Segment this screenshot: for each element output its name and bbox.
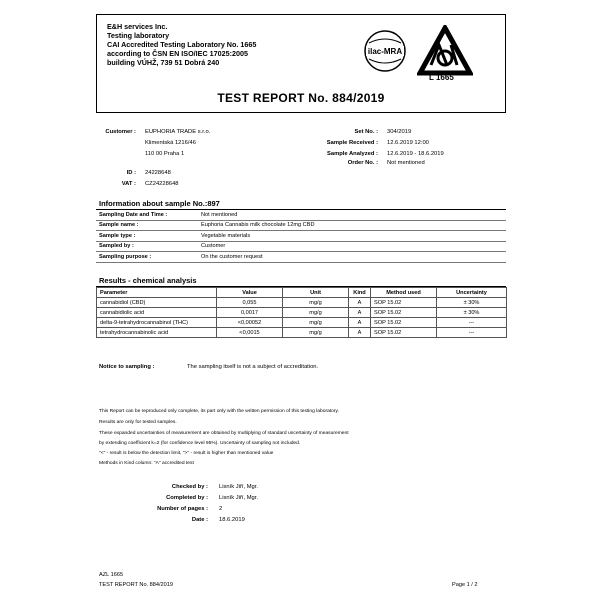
- customer-vat: CZ24228648: [145, 181, 179, 187]
- lab-type: Testing laboratory: [107, 31, 170, 40]
- note-line: Methods in Kind column: "A" accredited test: [99, 461, 194, 466]
- svg-text:ilac-MRA: ilac-MRA: [367, 47, 403, 56]
- completed-by-label: Completed by :: [166, 495, 208, 501]
- cai-accreditation-logo: [417, 25, 473, 77]
- ilac-mra-logo: [363, 29, 407, 73]
- results-cell-value: <0,0015: [217, 328, 283, 338]
- lab-accreditation: CAI Accredited Testing Laboratory No. 1665: [107, 40, 257, 49]
- lab-standard: according to ČSN EN ISO/IEC 17025:2005: [107, 49, 249, 58]
- note-line: These expanded uncertainties of measurement are obtained by multiplying of standard uncertainty of measurement: [99, 431, 349, 436]
- lab-name: E&H services Inc.: [107, 22, 168, 31]
- results-row: [97, 308, 507, 318]
- customer-id: 24228648: [145, 170, 171, 176]
- results-cell-unit: mg/g: [283, 298, 349, 308]
- sample-info-label: Sampled by :: [96, 241, 198, 252]
- sample-info-row: [96, 231, 506, 242]
- results-title: Results - chemical analysis: [99, 276, 197, 285]
- results-column-header: Uncertainty: [437, 288, 507, 298]
- sample-analyzed: 12.6.2019 - 18.6.2019: [387, 151, 444, 157]
- sample-info-label: Sample type :: [96, 231, 198, 242]
- report-title: TEST REPORT No. 884/2019: [217, 91, 385, 105]
- results-cell-kind: A: [349, 328, 371, 338]
- sample-info-label: Sample name :: [96, 220, 198, 231]
- results-row: [97, 318, 507, 328]
- sample-info-row: [96, 241, 506, 252]
- sample-info-value: Euphoria Cannabis milk chocolate 12mg CBD: [198, 220, 506, 231]
- report-date: 18.6.2019: [219, 517, 245, 523]
- results-column-header: Kind: [349, 288, 371, 298]
- sample-info-value: Vegetable materials: [198, 231, 506, 242]
- customer-name: EUPHORIA TRADE s.r.o.: [145, 129, 211, 135]
- date-label: Date :: [191, 517, 208, 523]
- results-cell-value: 0,0017: [217, 308, 283, 318]
- results-row: [97, 328, 507, 338]
- sample-info-value: Not mentioned: [198, 210, 506, 220]
- results-cell-kind: A: [349, 308, 371, 318]
- footer-report-no: TEST REPORT No. 884/2019: [99, 582, 173, 588]
- sample-info-title: Information about sample No.:897: [99, 199, 220, 208]
- accreditation-number: L 1665: [429, 73, 454, 82]
- sample-received: 12.6.2019 12:00: [387, 140, 429, 146]
- note-line: Results are only for tested samples.: [99, 420, 177, 425]
- pages-label: Number of pages :: [157, 506, 208, 512]
- sample-info-label: Sampling Date and Time :: [96, 210, 198, 220]
- results-cell-uncertainty: ---: [437, 318, 507, 328]
- note-line: by extending coefficient k=2 (for confidence level 95%). Uncertainty of sampling not included.: [99, 441, 301, 446]
- sample-info-label: Sampling purpose :: [96, 252, 198, 263]
- results-cell-unit: mg/g: [283, 328, 349, 338]
- order-label: Order No. :: [347, 160, 378, 166]
- analyzed-label: Sample Analyzed :: [326, 151, 378, 157]
- results-cell-parameter: cannabidiol (CBD): [97, 298, 217, 308]
- checked-by: Lisník Jiří, Mgr.: [219, 484, 258, 490]
- results-cell-method: SOP 15.02: [371, 298, 437, 308]
- results-table: [96, 287, 507, 338]
- sample-info-value: Customer: [198, 241, 506, 252]
- results-column-header: Unit: [283, 288, 349, 298]
- results-cell-method: SOP 15.02: [371, 308, 437, 318]
- id-label: ID :: [126, 170, 136, 176]
- results-column-header: Method used: [371, 288, 437, 298]
- footer-lab-code: AZL 1665: [99, 572, 124, 578]
- sampling-notice-label: Notice to sampling :: [99, 364, 155, 370]
- sampling-notice-text: The sampling itself is not a subject of accreditation.: [187, 364, 319, 370]
- sample-info-table: [96, 210, 506, 263]
- lab-header: [96, 14, 506, 113]
- lab-address: building VÚHŽ, 739 51 Dobrá 240: [107, 58, 220, 67]
- results-cell-kind: A: [349, 318, 371, 328]
- results-cell-kind: A: [349, 298, 371, 308]
- note-line: "<" - result is below the detection limit, ">" - result is higher than mentioned value: [99, 451, 274, 456]
- sample-info-value: On the customer request: [198, 252, 506, 263]
- page-indicator: Page 1 / 2: [452, 582, 478, 588]
- results-row: [97, 298, 507, 308]
- number-of-pages: 2: [219, 506, 223, 512]
- sample-info-row: [96, 210, 506, 220]
- results-cell-uncertainty: ± 30%: [437, 298, 507, 308]
- results-cell-parameter: cannabidiolic acid: [97, 308, 217, 318]
- results-cell-method: SOP 15.02: [371, 328, 437, 338]
- results-cell-value: 0,055: [217, 298, 283, 308]
- results-cell-unit: mg/g: [283, 318, 349, 328]
- note-line: This Report can be reproduced only complete, its part only with the written permission of this testing laboratory.: [99, 409, 339, 414]
- order-no: Not mentioned: [387, 160, 425, 166]
- results-cell-uncertainty: ± 30%: [437, 308, 507, 318]
- set-no: 304/2019: [387, 129, 412, 135]
- customer-label: Customer :: [105, 129, 136, 135]
- results-cell-parameter: tetrahydrocannabinolic acid: [97, 328, 217, 338]
- customer-city: 110 00 Praha 1: [145, 151, 185, 157]
- sample-info-row: [96, 220, 506, 231]
- results-cell-uncertainty: ---: [437, 328, 507, 338]
- checked-by-label: Checked by :: [171, 484, 208, 490]
- results-cell-parameter: delta-9-tetrahydrocannabinol (THC): [97, 318, 217, 328]
- results-column-header: Parameter: [97, 288, 217, 298]
- results-cell-method: SOP 15.02: [371, 318, 437, 328]
- customer-street: Klimentská 1216/46: [145, 140, 196, 146]
- results-cell-unit: mg/g: [283, 308, 349, 318]
- results-column-header: Value: [217, 288, 283, 298]
- received-label: Sample Received :: [326, 140, 378, 146]
- vat-label: VAT :: [121, 181, 136, 187]
- completed-by: Lisník Jiří, Mgr.: [219, 495, 258, 501]
- results-cell-value: <0,00052: [217, 318, 283, 328]
- set-no-label: Set No. :: [354, 129, 378, 135]
- sample-info-row: [96, 252, 506, 263]
